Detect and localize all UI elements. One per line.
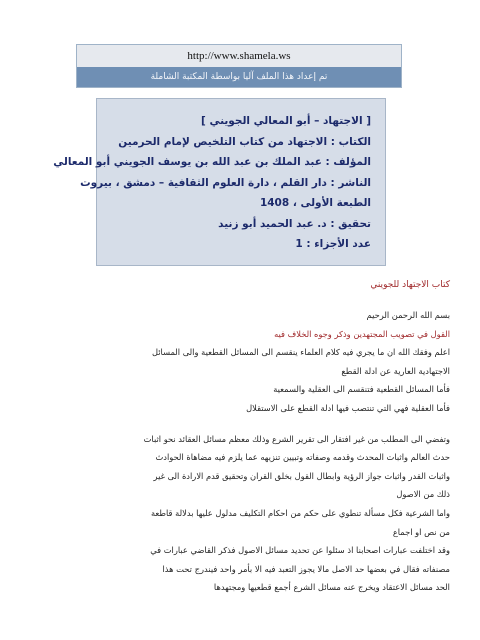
text-line: الحد مسائل الاعتقاد ويخرج عنه مسائل الشرع أجمع قطعيها ومجتهدها xyxy=(213,582,450,593)
text-line: الاجتهادية العارية عن ادلة القطع xyxy=(341,365,450,376)
paragraph-gap xyxy=(38,418,450,430)
text-line: وقد اختلفت عبارات اصحابنا اذ سئلوا عن تحديد مسائل الاصول فذكر القاضي عبارات في xyxy=(150,545,450,556)
info-volumes: عدد الأجزاء : 1 xyxy=(295,238,371,250)
generation-note: تم إعداد هذا الملف آليا بواسطة المكتبة الشاملة xyxy=(77,67,401,87)
book-content xyxy=(38,270,450,597)
info-editor: تحقيق : د. عبد الحميد أبو زنيد xyxy=(218,217,371,230)
text-line: ذلك من الاصول xyxy=(396,489,450,500)
text-line: اعلم وفقك الله ان ما يجري فيه كلام العلماء ينقسم الى المسائل القطعية والى المسائل xyxy=(151,347,450,358)
info-publisher: الناشر : دار القلم ، دارة العلوم الثقافية – دمشق ، بيروت xyxy=(80,176,371,189)
text-line: فأما المسائل القطعية فتنقسم الى العقلية والسمعية xyxy=(273,384,450,395)
text-line: حدث العالم واثبات المحدث وقدمه وصفاته وتبيين تنزيهه عما يلزم فيه مضاهاة الحوادث xyxy=(155,452,450,463)
website-url[interactable]: http://www.shamela.ws xyxy=(77,45,401,67)
text-line: فأما العقلية فهي التي تنتصب فيها ادلة القطع على الاستقلال xyxy=(246,402,450,413)
info-book: الكتاب : الاجتهاد من كتاب التلخيص لإمام الحرمين xyxy=(118,135,371,148)
text-line: بسم الله الرحمن الرحيم xyxy=(366,310,450,320)
text-line: من نص او اجماع xyxy=(392,526,450,537)
shamela-banner xyxy=(76,44,402,88)
info-edition: الطبعة الأولى ، 1408 xyxy=(259,197,371,209)
text-line: واثبات القدر واثبات جواز الرؤية وابطال القول بخلق القران وتحقيق قدم الارادة الى غير xyxy=(153,470,450,481)
info-title: [ الاجتهاد – أبو المعالي الجويني ] xyxy=(201,115,371,127)
text-line: وتفضي الى المطلب من غير افتقار الى تقرير الشرع وذلك معظم مسائل العقائد نحو اثبات xyxy=(143,433,450,444)
book-heading: كتاب الاجتهاد للجويني xyxy=(370,280,450,290)
book-info-box xyxy=(53,98,386,266)
info-author: المؤلف : عبد الملك بن عبد الله بن يوسف الجويني أبو المعالي xyxy=(53,156,371,168)
text-line: واما الشرعية فكل مسألة تنطوي على حكم من احكام التكليف مدلول عليها بدلالة قاطعة xyxy=(150,507,450,518)
section-heading: القول في تصويب المجتهدين وذكر وجوه الخلاف فيه xyxy=(274,328,450,339)
text-line: مصنفاته فقال في بعضها حد الاصل مالا يجوز التعبد فيه الا بأمر واحد فيندرج تحت هذا xyxy=(162,563,450,574)
